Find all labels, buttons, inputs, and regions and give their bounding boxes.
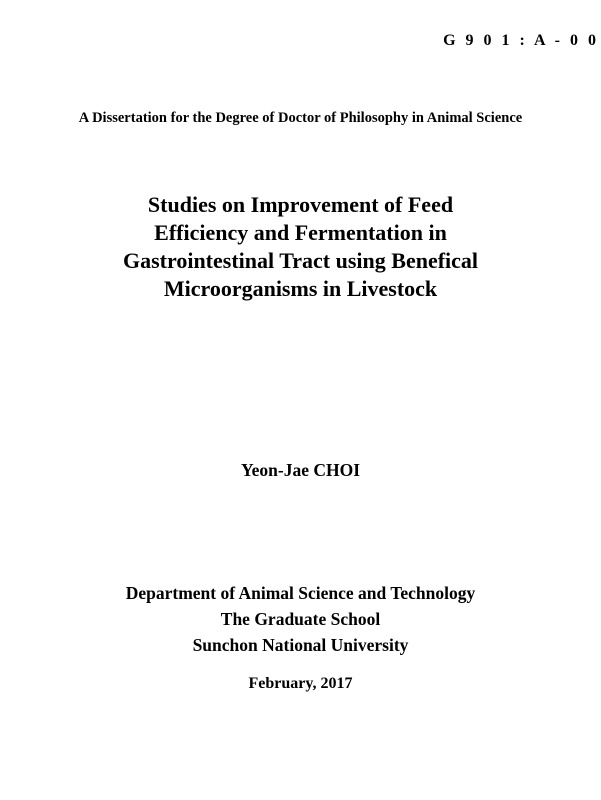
affiliation-department: Department of Animal Science and Technology [125, 583, 476, 603]
dissertation-degree-line: A Dissertation for the Degree of Doctor of Philosophy in Animal Science [78, 110, 523, 126]
title-line-1: Studies on Improvement of Feed [147, 192, 454, 217]
affiliation-university: Sunchon National University [192, 635, 409, 655]
author-name: Yeon-Jae CHOI [240, 460, 361, 480]
publication-date: February, 2017 [248, 675, 353, 692]
affiliation-graduate-school: The Graduate School [220, 609, 381, 629]
dissertation-title [0, 191, 601, 303]
title-line-2: Efficiency and Fermentation in [154, 220, 447, 245]
title-line-4: Microorganisms in Livestock [163, 276, 438, 301]
document-code: G 9 0 1 : A - 0 0 [443, 32, 599, 49]
title-line-3: Gastrointestinal Tract using Benefical [122, 248, 479, 273]
affiliation [0, 580, 601, 658]
